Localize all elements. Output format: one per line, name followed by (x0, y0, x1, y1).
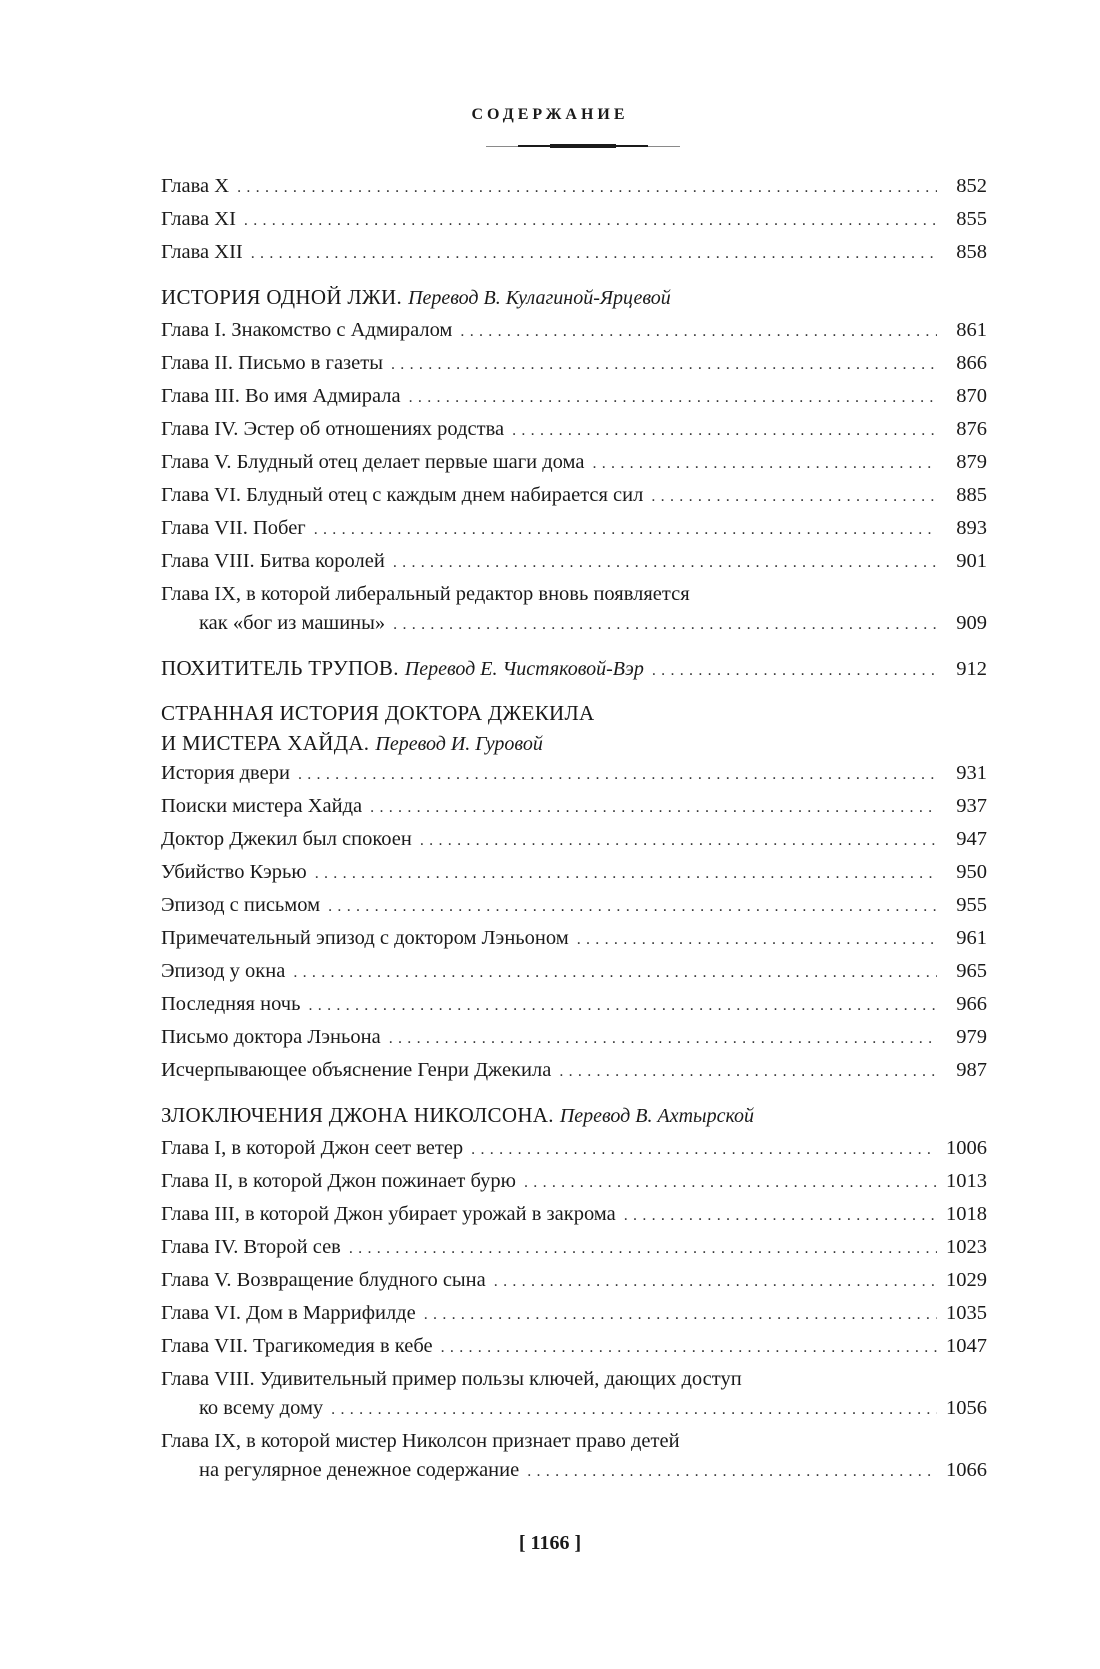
dot-leader (420, 824, 937, 857)
dot-leader (298, 758, 937, 791)
entry-label: Глава VIII. Битва королей (161, 550, 385, 572)
dot-leader (370, 791, 937, 824)
toc-entry-multiline[interactable] (161, 1425, 987, 1487)
dot-leader (293, 956, 937, 989)
entry-label-continuation: ко всему дому (199, 1397, 324, 1419)
entry-page-number: 909 (956, 612, 987, 634)
dot-leader (349, 1232, 937, 1265)
entry-page-number: 858 (956, 241, 987, 263)
entry-page-number: 901 (956, 550, 987, 572)
toc-entry[interactable] (161, 1054, 987, 1087)
dot-leader (237, 171, 937, 204)
dot-leader (652, 654, 937, 687)
entry-label: Письмо доктора Лэньона (161, 1026, 381, 1048)
toc-entry[interactable] (161, 1264, 987, 1297)
entry-page-number: 879 (956, 451, 987, 473)
toc-entry[interactable] (161, 1198, 987, 1231)
section-heading[interactable] (161, 1099, 987, 1132)
section-translator: Перевод И. Гуровой (375, 733, 543, 755)
entry-label: Исчерпывающее объяснение Генри Джекила (161, 1059, 552, 1081)
entry-label: Глава V. Возвращение блудного сына (161, 1269, 486, 1291)
toc-entry[interactable] (161, 1297, 987, 1330)
dot-leader (314, 513, 937, 546)
entry-label-continuation: на регулярное денежное содержание (199, 1459, 520, 1481)
entry-label: Глава VII. Побег (161, 517, 306, 539)
entry-continuation-line (161, 1392, 987, 1425)
entry-page-number: 937 (956, 795, 987, 817)
entry-page-number: 870 (956, 385, 987, 407)
entry-label: Глава I. Знакомство с Адмиралом (161, 319, 453, 341)
section-title: СТРАННАЯ ИСТОРИЯ ДОКТОРА ДЖЕКИЛА (161, 701, 595, 725)
entry-continuation-line (161, 1454, 987, 1487)
entry-label: История двери (161, 762, 290, 784)
entry-page-number: 1056 (946, 1397, 987, 1419)
entry-page-number: 1023 (946, 1236, 987, 1258)
dot-leader (393, 608, 937, 641)
toc-entry[interactable] (161, 1021, 987, 1054)
entry-label: Глава IX, в которой мистер Николсон признает право детей (161, 1430, 680, 1452)
toc-entry[interactable] (161, 757, 987, 790)
entry-page-number: 885 (956, 484, 987, 506)
dot-leader (331, 1393, 937, 1426)
table-of-contents (161, 170, 987, 1487)
toc-entry[interactable] (161, 856, 987, 889)
dot-leader (512, 414, 937, 447)
entry-page-number: 876 (956, 418, 987, 440)
entry-label: Глава VIII. Удивительный пример пользы ключей, дающих доступ (161, 1368, 742, 1390)
dot-leader (494, 1265, 937, 1298)
page-footer (0, 1532, 1100, 1555)
entry-continuation-line (161, 607, 987, 640)
section-title: ПОХИТИТЕЛЬ ТРУПОВ. (161, 656, 399, 680)
entry-page-number: 931 (956, 762, 987, 784)
folio-page-number: [ 1166 ] (518, 1532, 582, 1554)
entry-label: Глава II. Письмо в газеты (161, 352, 383, 374)
entry-page-number: 1066 (946, 1459, 987, 1481)
entry-label: Глава V. Блудный отец делает первые шаги дома (161, 451, 585, 473)
title-divider (486, 144, 680, 148)
entry-page-number: 987 (956, 1059, 987, 1081)
toc-entry[interactable] (161, 446, 987, 479)
toc-entry[interactable] (161, 988, 987, 1021)
divider-thick-line (550, 144, 616, 148)
entry-label: Глава XI (161, 208, 236, 230)
section-label (161, 652, 644, 686)
entry-page-number: 979 (956, 1026, 987, 1048)
section-translator: Перевод В. Кулагиной-Ярцевой (408, 287, 671, 309)
toc-entry[interactable] (161, 479, 987, 512)
toc-entry[interactable] (161, 1330, 987, 1363)
page-header (0, 106, 1100, 124)
entry-first-line (161, 578, 987, 607)
dot-leader (441, 1331, 937, 1364)
entry-label: Глава VI. Дом в Маррифилде (161, 1302, 416, 1324)
entry-label: Глава X (161, 175, 230, 197)
entry-page-number: 947 (956, 828, 987, 850)
entry-page-number: 966 (956, 993, 987, 1015)
dot-leader (391, 348, 937, 381)
toc-entry[interactable] (161, 170, 987, 203)
entry-label: Доктор Джекил был спокоен (161, 828, 412, 850)
section-title-line (161, 697, 595, 727)
entry-page-number: 866 (956, 352, 987, 374)
section-title: ЗЛОКЛЮЧЕНИЯ ДЖОНА НИКОЛСОНА. (161, 1103, 554, 1127)
dot-leader (651, 480, 937, 513)
page-title: СОДЕРЖАНИЕ (471, 106, 629, 123)
dot-leader (409, 381, 937, 414)
toc-entry[interactable] (161, 236, 987, 269)
entry-page-number: 961 (956, 927, 987, 949)
entry-label: Последняя ночь (161, 993, 301, 1015)
toc-entry[interactable] (161, 889, 987, 922)
entry-page-number: 855 (956, 208, 987, 230)
entry-label: Глава VII. Трагикомедия в кебе (161, 1335, 433, 1357)
section-translator: Перевод Е. Чистяковой-Вэр (404, 658, 644, 680)
section-heading[interactable] (161, 652, 987, 685)
toc-entry[interactable] (161, 922, 987, 955)
dot-leader (308, 989, 937, 1022)
section-translator: Перевод В. Ахтырской (559, 1105, 755, 1127)
toc-entry[interactable] (161, 1132, 987, 1165)
section-title-line (161, 727, 543, 757)
entry-label: Глава IV. Эстер об отношениях родства (161, 418, 505, 440)
entry-page-number: 861 (956, 319, 987, 341)
dot-leader (592, 447, 937, 480)
entry-label: Примечательный эпизод с доктором Лэньоном (161, 927, 569, 949)
dot-leader (328, 890, 937, 923)
entry-page-number: 950 (956, 861, 987, 883)
toc-entry[interactable] (161, 203, 987, 236)
entry-label: Поиски мистера Хайда (161, 795, 363, 817)
entry-label: Глава III, в которой Джон убирает урожай в закрома (161, 1203, 616, 1225)
section-title: ИСТОРИЯ ОДНОЙ ЛЖИ. (161, 285, 403, 309)
section-title: И МИСТЕРА ХАЙДА. (161, 731, 370, 755)
entry-label: Эпизод с письмом (161, 894, 321, 916)
toc-entry[interactable] (161, 380, 987, 413)
dot-leader (559, 1055, 937, 1088)
toc-entry[interactable] (161, 1231, 987, 1264)
section-heading[interactable] (161, 697, 987, 757)
dot-leader (424, 1298, 937, 1331)
section-page-number: 912 (956, 658, 987, 680)
toc-entry[interactable] (161, 512, 987, 545)
toc-entry[interactable] (161, 413, 987, 446)
dot-leader (244, 204, 937, 237)
toc-entry-multiline[interactable] (161, 1363, 987, 1425)
entry-label: Глава II, в которой Джон пожинает бурю (161, 1170, 516, 1192)
toc-entry[interactable] (161, 1165, 987, 1198)
section-heading[interactable] (161, 281, 987, 314)
dot-leader (315, 857, 937, 890)
entry-first-line (161, 1425, 987, 1454)
toc-entry[interactable] (161, 314, 987, 347)
dot-leader (624, 1199, 937, 1232)
entry-label: Глава I, в которой Джон сеет ветер (161, 1137, 464, 1159)
entry-page-number: 1006 (946, 1137, 987, 1159)
toc-entry[interactable] (161, 347, 987, 380)
entry-page-number: 1013 (946, 1170, 987, 1192)
entry-page-number: 1029 (946, 1269, 987, 1291)
toc-entry[interactable] (161, 545, 987, 578)
toc-entry-multiline[interactable] (161, 578, 987, 640)
entry-page-number: 1018 (946, 1203, 987, 1225)
entry-first-line (161, 1363, 987, 1392)
entry-page-number: 893 (956, 517, 987, 539)
entry-label: Глава VI. Блудный отец с каждым днем набирается сил (161, 484, 644, 506)
toc-entry[interactable] (161, 790, 987, 823)
toc-entry[interactable] (161, 955, 987, 988)
dot-leader (471, 1133, 937, 1166)
toc-entry[interactable] (161, 823, 987, 856)
dot-leader (460, 315, 937, 348)
dot-leader (393, 546, 937, 579)
dot-leader (251, 237, 937, 270)
entry-page-number: 965 (956, 960, 987, 982)
entry-page-number: 852 (956, 175, 987, 197)
dot-leader (524, 1166, 937, 1199)
dot-leader (389, 1022, 937, 1055)
dot-leader (577, 923, 937, 956)
entry-page-number: 1035 (946, 1302, 987, 1324)
entry-label: Глава IV. Второй сев (161, 1236, 341, 1258)
entry-label-continuation: как «бог из машины» (199, 612, 386, 634)
entry-label: Глава III. Во имя Адмирала (161, 385, 401, 407)
entry-page-number: 1047 (946, 1335, 987, 1357)
entry-label: Убийство Кэрью (161, 861, 307, 883)
dot-leader (527, 1455, 937, 1488)
entry-label: Глава IX, в которой либеральный редактор вновь появляется (161, 583, 690, 605)
entry-label: Эпизод у окна (161, 960, 286, 982)
entry-label: Глава XII (161, 241, 243, 263)
entry-page-number: 955 (956, 894, 987, 916)
